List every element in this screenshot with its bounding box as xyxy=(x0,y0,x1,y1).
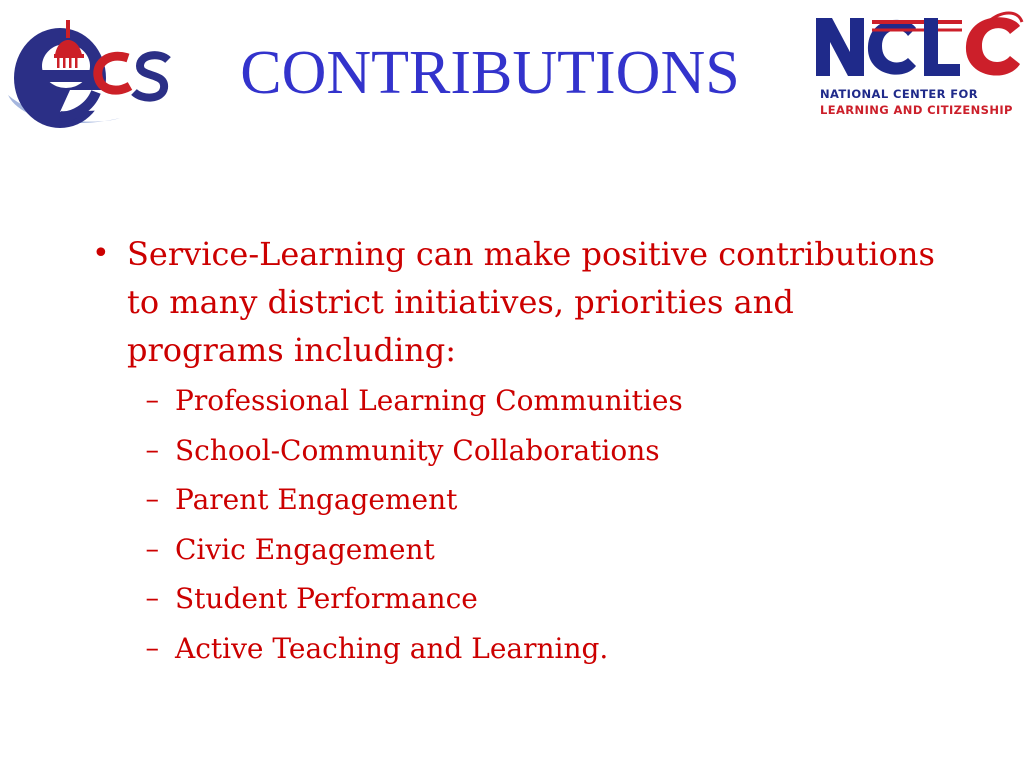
dash-icon: – xyxy=(145,484,159,516)
sub-item-text: Civic Engagement xyxy=(175,532,435,566)
bullet-item xyxy=(90,230,950,374)
sub-item xyxy=(90,574,950,624)
sub-item-list xyxy=(90,376,950,673)
dash-icon: – xyxy=(145,434,159,466)
nclc-logo-caption xyxy=(820,86,1024,118)
sub-item-text: Student Performance xyxy=(175,582,478,616)
dash-icon: – xyxy=(145,632,159,664)
ecs-logo-icon xyxy=(0,0,175,140)
sub-item xyxy=(90,376,950,426)
nclc-logo-line1: NATIONAL CENTER FOR xyxy=(820,87,978,101)
bullet-text: Service-Learning can make positive contributions to many district initiatives, priorities and programs including: xyxy=(127,235,935,369)
sub-item-text: School-Community Collaborations xyxy=(175,433,660,467)
nclc-logo-line2: LEARNING AND CITIZENSHIP xyxy=(820,103,1013,117)
sub-item-text: Parent Engagement xyxy=(175,483,458,517)
slide-content xyxy=(90,230,950,673)
sub-item xyxy=(90,624,950,674)
sub-item xyxy=(90,475,950,525)
dash-icon: – xyxy=(145,533,159,565)
sub-item xyxy=(90,525,950,575)
sub-item-text: Professional Learning Communities xyxy=(175,384,683,418)
sub-item-text: Active Teaching and Learning. xyxy=(175,631,609,665)
page-title: CONTRIBUTIONS xyxy=(240,39,740,107)
dash-icon: – xyxy=(145,583,159,615)
dash-icon: – xyxy=(145,385,159,417)
bullet-dot-icon: • xyxy=(92,236,110,271)
sub-item xyxy=(90,426,950,476)
